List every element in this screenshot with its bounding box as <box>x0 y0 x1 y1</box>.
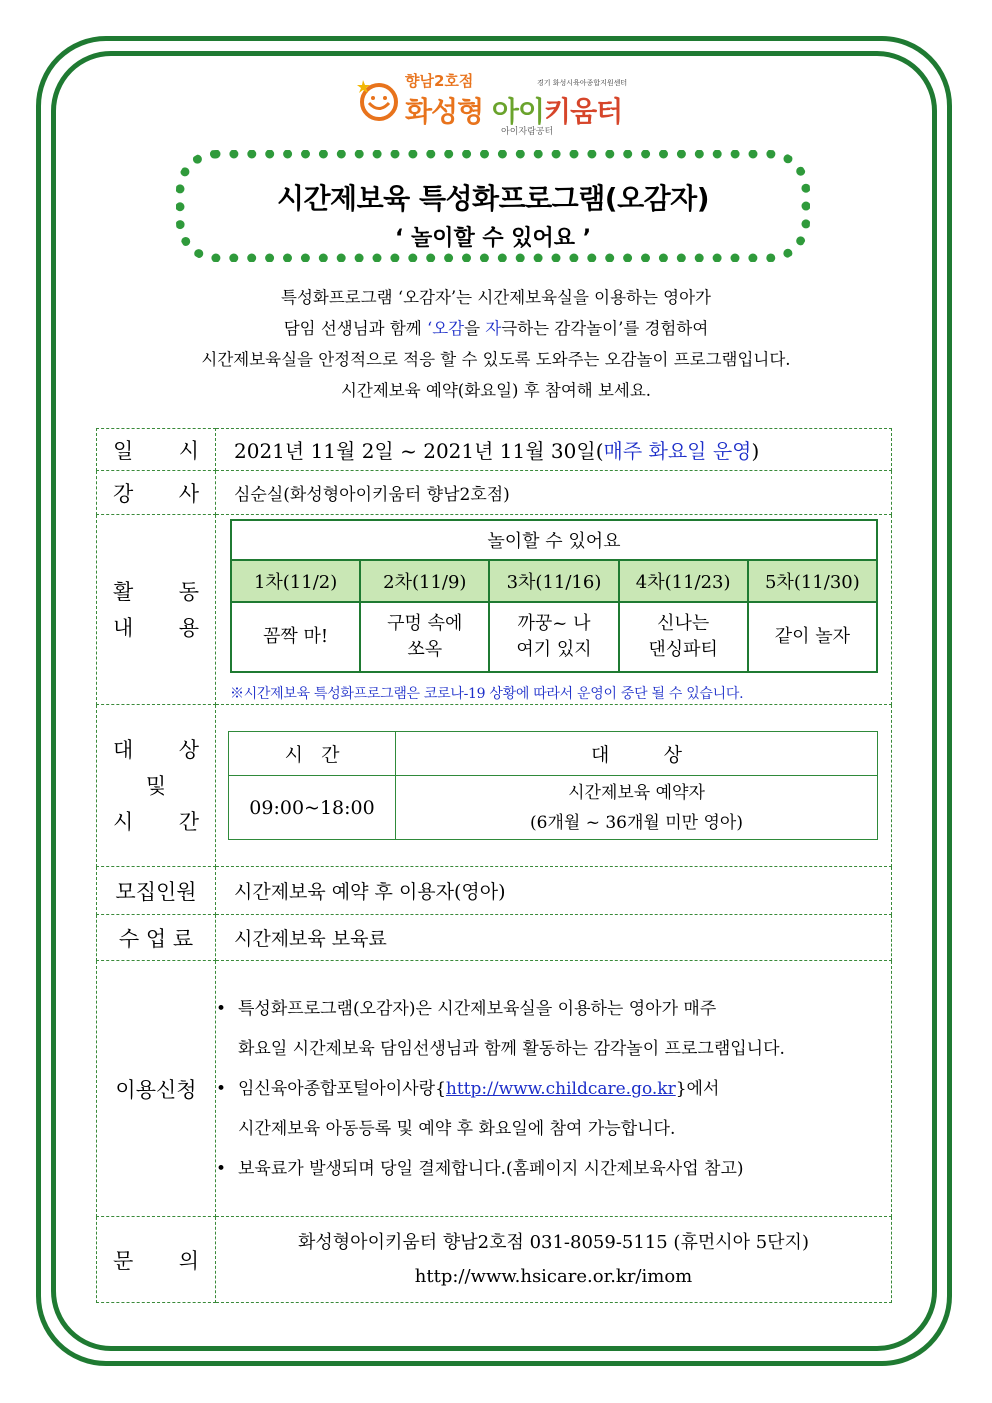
target-label <box>97 705 216 867</box>
session-round: 1차(11/2) <box>231 560 360 602</box>
session-content: 꼼짝 마! <box>231 602 360 672</box>
title-box <box>176 150 810 262</box>
intro-line-2c: 을 <box>464 319 486 338</box>
logo-word-2: 아이 <box>491 95 545 128</box>
apply-b3: 보육료가 발생되며 당일 결제합니다.(홈페이지 시간제보육사업 참고) <box>238 1158 744 1179</box>
instructor-label-a: 강 <box>113 481 134 506</box>
apply-label: 이용신청 <box>97 961 216 1217</box>
bullet-icon: • <box>216 998 227 1019</box>
target-label-3b: 간 <box>178 809 199 834</box>
activity-label <box>97 515 216 705</box>
schedule-label-b: 시 <box>178 438 199 463</box>
intro-line-2 <box>100 313 892 344</box>
instructor-value: 심순실(화성형아이키움터 향남2호점) <box>216 471 892 515</box>
info-table <box>96 428 892 1303</box>
target-table <box>228 731 878 840</box>
apply-row <box>97 961 892 1217</box>
intro-line-2b: ‘오감 <box>426 319 465 338</box>
session-round: 3차(11/16) <box>489 560 618 602</box>
intro-text <box>100 282 892 406</box>
apply-b2-l1b: }에서 <box>675 1078 720 1099</box>
schedule-highlight: 매주 화요일 운영 <box>603 439 752 463</box>
intro-line-4: 시간제보육 예약(화요일) 후 참여해 보세요. <box>340 381 652 400</box>
activity-label-1b: 동 <box>178 579 199 604</box>
col-time-header <box>229 732 396 776</box>
contact-line-1: 화성형아이키움터 향남2호점 031-8059-5115 (휴먼시아 5단지) <box>298 1231 809 1253</box>
activity-table <box>230 519 878 673</box>
target-value-2: (6개월 ~ 36개월 미만 영아) <box>530 812 743 833</box>
schedule-dates: 2021년 11월 2일 ~ 2021년 11월 30일( <box>234 439 604 463</box>
session-content: 구멍 속에 쏘옥 <box>360 602 489 672</box>
logo-word-1: 화성형 <box>405 95 492 128</box>
intro-line-3: 시간제보육실을 안정적으로 적응 할 수 있도록 도와주는 오감놀이 프로그램입니다. <box>201 350 791 369</box>
contact-url[interactable]: http://www.hsicare.or.kr/imom <box>414 1265 693 1287</box>
logo <box>355 68 635 138</box>
intro-line-2e: 극하는 감각놀이’를 경험하여 <box>501 319 709 338</box>
instructor-label <box>97 471 216 515</box>
fee-value: 시간제보육 보육료 <box>216 915 892 961</box>
schedule-label <box>97 429 216 471</box>
logo-subtitle: 아이자람공터 <box>501 127 554 137</box>
schedule-row <box>97 429 892 471</box>
target-content <box>216 705 892 867</box>
intro-line-2d: 자 <box>485 319 502 338</box>
schedule-label-a: 일 <box>113 438 134 463</box>
contact-label-b: 의 <box>178 1248 199 1273</box>
activity-label-2a: 내 <box>113 615 134 640</box>
bullet-icon: • <box>216 1078 227 1099</box>
apply-content <box>216 961 892 1217</box>
activity-content <box>216 515 892 705</box>
recruit-label: 모집인원 <box>97 867 216 915</box>
target-row <box>97 705 892 867</box>
instructor-row <box>97 471 892 515</box>
session-round: 2차(11/9) <box>360 560 489 602</box>
session-content: 같이 놀자 <box>748 602 877 672</box>
session-content: 까꿍~ 나 여기 있지 <box>489 602 618 672</box>
apply-b2-l1a: 임신육아종합포털아이사랑{ <box>238 1078 446 1099</box>
apply-bullet-3 <box>216 1149 891 1189</box>
contact-label-a: 문 <box>113 1248 134 1273</box>
activity-table-title: 놀이할 수 있어요 <box>231 520 877 560</box>
fee-label: 수 업 료 <box>97 915 216 961</box>
col-target-header <box>396 732 878 776</box>
logo-word-3: 키움터 <box>544 95 623 128</box>
schedule-end: ) <box>751 439 760 463</box>
apply-bullet-1 <box>216 989 891 1029</box>
session-content: 신나는 댄싱파티 <box>619 602 748 672</box>
activity-label-1a: 활 <box>113 579 134 604</box>
recruit-row <box>97 867 892 915</box>
target-value-1: 시간제보육 예약자 <box>568 782 705 803</box>
time-value: 09:00~18:00 <box>229 776 396 840</box>
child-face-icon <box>355 76 401 122</box>
contact-content <box>216 1217 892 1303</box>
session-round: 4차(11/23) <box>619 560 748 602</box>
page-subtitle: ‘ 놀이할 수 있어요 ’ <box>394 226 592 251</box>
col-time-b: 간 <box>321 744 340 766</box>
apply-b1-l1: 특성화프로그램(오감자)은 시간제보육실을 이용하는 영아가 매주 <box>238 998 717 1019</box>
target-label-3a: 시 <box>113 809 134 834</box>
recruit-value: 시간제보육 예약 후 이용자(영아) <box>216 867 892 915</box>
target-label-1b: 상 <box>178 737 199 762</box>
intro-line-1: 특성화프로그램 ‘오감자’는 시간제보육실을 이용하는 영아가 <box>281 288 711 307</box>
activity-label-2b: 용 <box>178 615 199 640</box>
target-label-1a: 대 <box>113 737 134 762</box>
col-time-a: 시 <box>284 744 303 766</box>
contact-label <box>97 1217 216 1303</box>
covid-note: ※시간제보육 특성화프로그램은 코로나-19 상황에 따라서 운영이 중단 될 수 있습니다. <box>230 686 744 702</box>
page-title: 시간제보육 특성화프로그램(오감자) <box>276 182 710 215</box>
activity-row <box>97 515 892 705</box>
schedule-value <box>216 429 892 471</box>
target-value <box>396 776 878 840</box>
col-target-a: 대 <box>590 744 610 766</box>
logo-center-name: 경기 화성시육아종합지원센터 <box>537 79 628 87</box>
childcare-link[interactable]: http://www.childcare.go.kr <box>445 1078 676 1099</box>
apply-bullet-2 <box>216 1069 891 1109</box>
intro-line-2a: 담임 선생님과 함께 <box>283 319 427 338</box>
target-label-2: 및 <box>145 773 167 798</box>
bullet-icon: • <box>216 1158 227 1179</box>
contact-row <box>97 1217 892 1303</box>
apply-b2-l2: 시간제보육 아동등록 및 예약 후 화요일에 참여 가능합니다. <box>238 1118 676 1139</box>
fee-row <box>97 915 892 961</box>
logo-branch: 향남2호점 <box>405 72 474 90</box>
apply-b1-l2: 화요일 시간제보육 담임선생님과 함께 활동하는 감각놀이 프로그램입니다. <box>238 1038 785 1059</box>
instructor-label-b: 사 <box>178 481 199 506</box>
col-target-b: 상 <box>663 744 683 766</box>
session-round: 5차(11/30) <box>748 560 877 602</box>
